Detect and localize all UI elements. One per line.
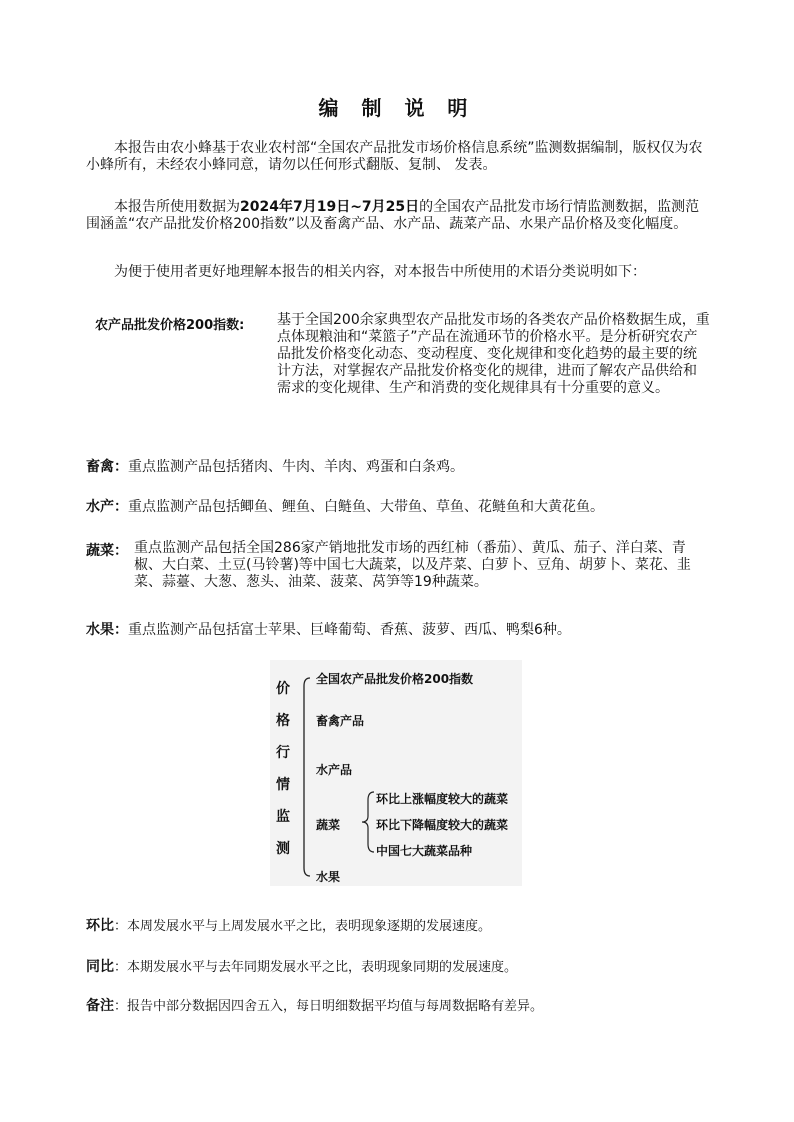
diagram-item-aquatic: 水产品 xyxy=(316,763,353,777)
veg-label: 蔬菜： xyxy=(86,543,128,559)
vertical-char: 监 xyxy=(276,809,290,825)
date-range: 2024年7月19日~7月25日 xyxy=(240,199,420,215)
fruit-definition xyxy=(86,622,710,639)
diagram-item-fruit: 水果 xyxy=(316,870,341,884)
diagram-item-livestock: 畜禽产品 xyxy=(316,714,365,728)
livestock-text: 重点监测产品包括猪肉、牛肉、羊肉、鸡蛋和白条鸡。 xyxy=(128,459,464,475)
remark-text: ：报告中部分数据因四舍五入，每日明细数据平均值与每周数据略有差异。 xyxy=(114,999,544,1014)
intro-p2-post: 的全国农产品批发市场行情监测数据，监测范围涵盖“农产品批发价格200指数”以及畜禽产品、水产品、蔬菜产品、水果产品价格及变化幅度。 xyxy=(86,199,700,232)
veg-label-box xyxy=(86,540,136,560)
mom-note xyxy=(86,918,710,935)
yoy-label: 同比 xyxy=(86,959,114,975)
mom-label: 环比 xyxy=(86,918,114,934)
classification-diagram xyxy=(270,660,522,886)
intro-paragraph-1: 本报告由农小蜂基于农业农村部“全国农产品批发市场价格信息系统”监测数据编制，版权仅为农小蜂所有，未经农小蜂同意，请勿以任何形式翻版、复制、 发表。 xyxy=(86,140,703,173)
remark-note xyxy=(86,998,710,1015)
diagram-veg-sub-fall: 环比下降幅度较大的蔬菜 xyxy=(376,818,509,832)
diagram-veg-sub-rise: 环比上涨幅度较大的蔬菜 xyxy=(376,792,509,806)
vertical-char: 测 xyxy=(276,841,290,857)
intro-p2-pre: 本报告所使用数据为 xyxy=(114,199,240,215)
page-title: 编 制 说 明 xyxy=(318,96,476,120)
diagram-item-index: 全国农产品批发价格200指数 xyxy=(316,672,474,686)
livestock-label: 畜禽： xyxy=(86,459,128,475)
fruit-text: 重点监测产品包括富士苹果、巨峰葡萄、香蕉、菠萝、西瓜、鸭梨6种。 xyxy=(128,622,571,638)
mom-text: ：本周发展水平与上周发展水平之比，表明现象逐期的发展速度。 xyxy=(114,919,492,934)
index-term-label: 农产品批发价格200指数: xyxy=(95,318,245,333)
intro-paragraph-3: 为便于使用者更好地理解本报告的相关内容，对本报告中所使用的术语分类说明如下： xyxy=(114,264,646,280)
fruit-label: 水果： xyxy=(86,622,128,638)
vertical-char: 行 xyxy=(276,745,290,761)
intro-paragraph-2 xyxy=(86,199,710,233)
aquatic-text: 重点监测产品包括鲫鱼、鲤鱼、白鲢鱼、大带鱼、草鱼、花鲢鱼和大黄花鱼。 xyxy=(128,499,604,515)
vertical-char: 情 xyxy=(276,777,290,793)
yoy-note xyxy=(86,959,710,976)
diagram-item-veg: 蔬菜 xyxy=(316,818,341,832)
diagram-veg-sub-seven: 中国七大蔬菜品种 xyxy=(376,844,473,858)
vertical-char: 价 xyxy=(276,681,290,697)
aquatic-label: 水产： xyxy=(86,499,128,515)
yoy-text: ：本期发展水平与去年同期发展水平之比，表明现象同期的发展速度。 xyxy=(114,960,518,975)
veg-text: 重点监测产品包括全国286家产销地批发市场的西红柿（番茄）、黄瓜、茄子、洋白菜、青椒、大白菜、土豆(马铃薯)等中国七大蔬菜，以及芹菜、白萝卜、豆角、胡萝卜、菜花、韭菜、蒜薹、大葱、葱头、油菜、菠菜、莴笋等19种蔬菜。 xyxy=(134,540,691,590)
aquatic-definition xyxy=(86,499,710,516)
index-term-text: 基于全国200余家典型农产品批发市场的各类农产品价格数据生成，重点体现粮油和“菜篮子”产品在流通环节的价格水平。是分析研究农产品批发价格变化动态、变动程度、变化规律和变化趋势的最主要的统计方法，对掌握农产品批发价格变化的规律，进而了解农产品供给和需求的变化规律、生产和消费的变化规律具有十分重要的意义。 xyxy=(277,312,710,396)
remark-label: 备注 xyxy=(86,998,114,1014)
livestock-definition xyxy=(86,459,710,476)
vertical-char: 格 xyxy=(276,713,290,729)
